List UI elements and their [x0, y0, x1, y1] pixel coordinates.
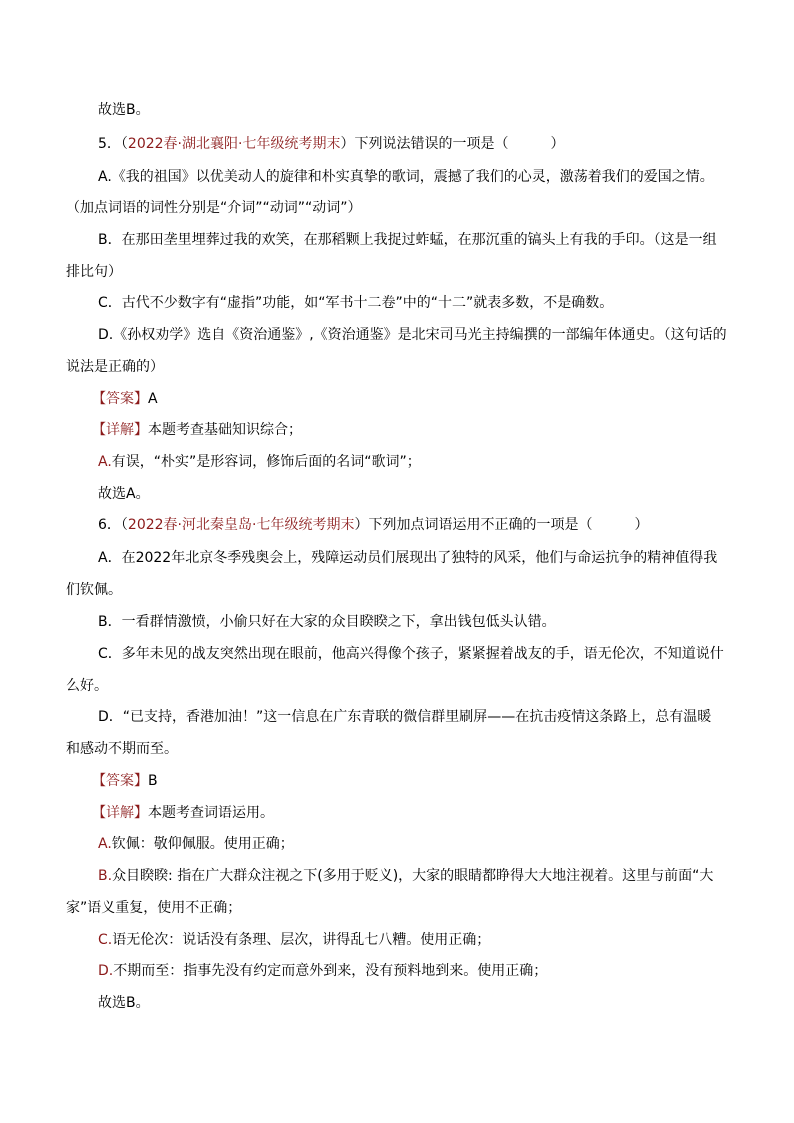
detail-item — [98, 834, 294, 854]
option-a-line: （加点词语的词性分别是“介词”“动词”“动词”） — [66, 200, 362, 216]
detail-key: A. — [98, 454, 112, 470]
answer-line — [92, 389, 158, 409]
question-source: 2022春·河北秦皇岛·七年级统考期末 — [127, 517, 355, 533]
option-d-line: D．“已支持，香港加油！”这一信息在广东青联的微信群里刷屏——在抗击疫情这条路上，总有温暖 — [98, 709, 712, 725]
question-6-header — [98, 515, 648, 535]
option-a-line: A.《我的祖国》以优美动人的旋律和朴实真挚的歌词，震撼了我们的心灵，激荡着我们的爱国之情。 — [98, 169, 714, 185]
detail-label: 【详解】 — [92, 805, 148, 821]
option-d-line: 和感动不期而至。 — [66, 741, 178, 757]
detail-key: D. — [98, 963, 114, 979]
option-b-line: 排比句） — [66, 264, 122, 280]
question-source: 2022春·湖北襄阳·七年级统考期末 — [127, 136, 341, 152]
option-d-line: 说法是正确的） — [66, 359, 164, 375]
answer-value: A — [148, 391, 158, 407]
answer-label: 【答案】 — [92, 773, 148, 789]
option-b-line: B．在那田垄里埋葬过我的欢笑，在那稻颗上我捉过蚱蜢，在那沉重的镐头上有我的手印。（这是一组 — [98, 232, 717, 248]
answer-label: 【答案】 — [92, 391, 148, 407]
conclusion-text: 故选B。 — [98, 102, 150, 118]
question-5-header — [98, 134, 564, 154]
conclusion-text: 故选A。 — [98, 486, 150, 502]
detail-line — [92, 803, 274, 823]
option-c-line: 么好。 — [66, 678, 108, 694]
option-a-line: 们钦佩。 — [66, 582, 122, 598]
detail-key: C. — [98, 932, 113, 948]
detail-key: B. — [98, 868, 113, 884]
question-number: 6．（ — [98, 517, 128, 533]
question-number: 5．（ — [98, 136, 128, 152]
detail-item-text: 语无伦次：说话没有条理、层次，讲得乱七八糟。使用正确； — [112, 932, 491, 948]
detail-item — [98, 866, 713, 886]
detail-item-text: 众目睽睽: 指在广大群众注视之下(多用于贬义)，大家的眼睛都睁得大大地注视着。这里与前面“大 — [112, 868, 714, 884]
detail-item-text: 有误，“朴实”是形容词，修饰后面的名词“歌词”； — [111, 454, 421, 470]
detail-text: 本题考查基础知识综合； — [148, 422, 302, 438]
option-d-line: D.《孙权劝学》选自《资治通鉴》,《资治通鉴》是北宋司马光主持编撰的一部编年体通史。（这句话的 — [98, 327, 727, 343]
detail-line — [92, 420, 302, 440]
detail-text: 本题考查词语运用。 — [148, 805, 274, 821]
detail-label: 【详解】 — [92, 422, 148, 438]
detail-key: A. — [98, 836, 112, 852]
detail-item: 家”语义重复，使用不正确； — [66, 900, 242, 916]
option-c-line: C．古代不少数字有“虚指”功能，如“军书十二卷”中的“十二”就表多数，不是确数。 — [98, 295, 614, 311]
option-a-line: A．在2022年北京冬季残奥会上，残障运动员们展现出了独特的风采，他们与命运抗争的精神值得我 — [98, 550, 718, 566]
detail-item — [98, 961, 547, 981]
question-stem: ）下列加点词语运用不正确的一项是（ ） — [354, 517, 649, 533]
question-stem: ）下列说法错误的一项是（ ） — [340, 136, 565, 152]
detail-item-text: 钦佩：敬仰佩服。使用正确； — [111, 836, 294, 852]
option-b-line: B．一看群情激愤，小偷只好在大家的众目睽睽之下，拿出钱包低头认错。 — [98, 614, 556, 630]
detail-item — [98, 452, 421, 472]
detail-item-text: 不期而至：指事先没有约定而意外到来，没有预料地到来。使用正确； — [113, 963, 548, 979]
answer-line — [92, 771, 158, 791]
detail-item — [98, 930, 490, 950]
conclusion-text: 故选B。 — [98, 995, 150, 1011]
answer-value: B — [148, 773, 158, 789]
option-c-line: C．多年未见的战友突然出现在眼前，他高兴得像个孩子，紧紧握着战友的手，语无伦次，不知道说什 — [98, 646, 724, 662]
